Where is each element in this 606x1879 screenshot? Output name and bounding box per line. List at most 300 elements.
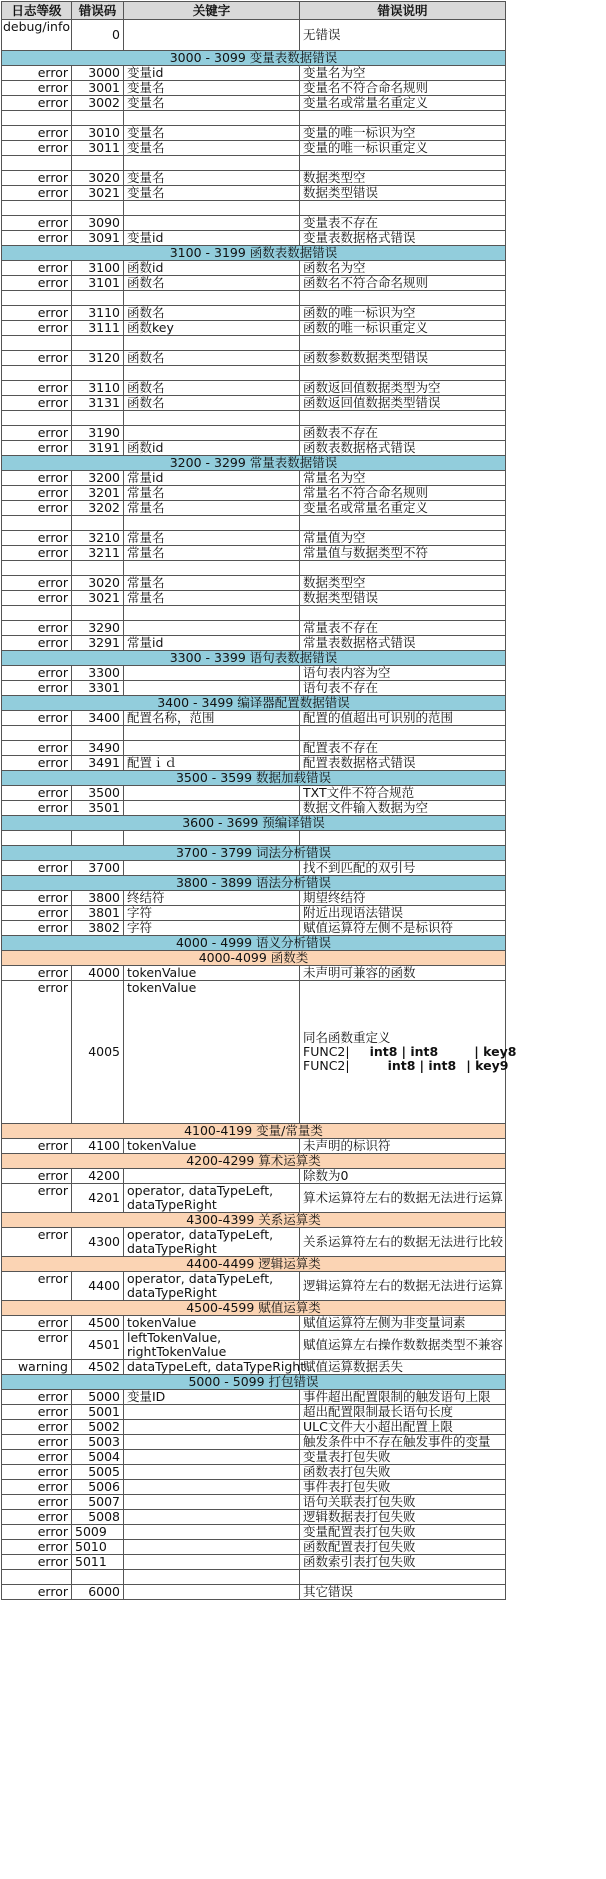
cell-code: 3131 [72,396,124,411]
cell-code: 3020 [72,171,124,186]
table-row [2,171,506,186]
cell-level: error [2,1184,72,1213]
cell-code: 5000 [72,1390,124,1405]
cell-code: 4500 [72,1316,124,1331]
cell-code: 3001 [72,81,124,96]
cell-level: error [2,216,72,231]
section-title: 3400 - 3499 编译器配置数据错误 [2,696,506,711]
cell-keyword [124,1169,300,1184]
cell-keyword: operator, dataTypeLeft, dataTypeRight [124,1272,300,1301]
cell-keyword [124,801,300,816]
cell-level: error [2,66,72,81]
cell-level: error [2,546,72,561]
cell-desc: 事件表打包失败 [300,1480,506,1495]
cell-desc: 除数为0 [300,1169,506,1184]
cell-keyword [124,1585,300,1600]
cell-level: error [2,471,72,486]
cell-keyword [124,1450,300,1465]
cell-level: error [2,981,72,1124]
cell-code: 3400 [72,711,124,726]
table-row [2,1228,506,1257]
cell-level: error [2,636,72,651]
cell-keyword [124,1465,300,1480]
cell-code: 5004 [72,1450,124,1465]
cell-desc: 变量名或常量名重定义 [300,96,506,111]
table-row [2,531,506,546]
cell-keyword: 常量名 [124,591,300,606]
cell-desc: 算术运算符左右的数据无法进行运算 [300,1184,506,1213]
table-row [2,741,506,756]
cell-desc: 函数表不存在 [300,426,506,441]
section-title: 3100 - 3199 函数表数据错误 [2,246,506,261]
section-title: 3700 - 3799 词法分析错误 [2,846,506,861]
cell-code: 4000 [72,966,124,981]
cell-level: error [2,1390,72,1405]
cell-code: 3021 [72,591,124,606]
cell-desc: 变量名或常量名重定义 [300,501,506,516]
cell-code: 5003 [72,1435,124,1450]
cell-desc: TXT文件不符合规范 [300,786,506,801]
cell-keyword: 常量id [124,636,300,651]
table-row [2,486,506,501]
empty-row [2,156,506,171]
cell-code: 3301 [72,681,124,696]
section-title: 3300 - 3399 语句表数据错误 [2,651,506,666]
section-row [2,696,506,711]
table-row [2,576,506,591]
cell-keyword: dataTypeLeft, dataTypeRight [124,1360,300,1375]
cell-keyword [124,1480,300,1495]
cell-code: 3201 [72,486,124,501]
section-title: 3800 - 3899 语法分析错误 [2,876,506,891]
section-row [2,651,506,666]
cell-keyword: 常量名 [124,486,300,501]
subsection-title: 4400-4499 逻辑运算类 [2,1257,506,1272]
table-row [2,1405,506,1420]
cell-level: error [2,276,72,291]
table-row [2,1316,506,1331]
cell-level: error [2,96,72,111]
cell-code: 3101 [72,276,124,291]
table-row [2,321,506,336]
cell-code: 5002 [72,1420,124,1435]
table-row [2,396,506,411]
cell-desc: 变量名为空 [300,66,506,81]
table-row [2,921,506,936]
table-row [2,126,506,141]
cell-code: 3002 [72,96,124,111]
table-row [2,666,506,681]
cell-level: error [2,1480,72,1495]
cell-code: 3091 [72,231,124,246]
cell-level: error [2,396,72,411]
cell-level: error [2,711,72,726]
cell-keyword: 变量名 [124,171,300,186]
table-row [2,906,506,921]
cell-desc: 函数表数据格式错误 [300,441,506,456]
empty-row [2,1570,506,1585]
empty-row [2,561,506,576]
cell-code: 3111 [72,321,124,336]
table-row [2,1390,506,1405]
cell-desc: 常量名为空 [300,471,506,486]
cell-code: 3501 [72,801,124,816]
subsection-row [2,1154,506,1169]
cell-code: 5009 [72,1525,124,1540]
cell-code: 3100 [72,261,124,276]
cell-desc: 配置的值超出可识别的范围 [300,711,506,726]
cell-level: error [2,906,72,921]
cell-level: error [2,126,72,141]
cell-code: 5011 [72,1555,124,1570]
cell-level: error [2,381,72,396]
cell-keyword [124,681,300,696]
empty-row [2,111,506,126]
cell-keyword: tokenValue [124,981,300,1124]
cell-code: 0 [72,20,124,51]
cell-keyword: 变量名 [124,81,300,96]
cell-keyword [124,1510,300,1525]
cell-code: 4501 [72,1331,124,1360]
cell-code: 3000 [72,66,124,81]
cell-desc: 函数返回值数据类型错误 [300,396,506,411]
cell-desc: 数据类型空 [300,576,506,591]
cell-desc: 语句表不存在 [300,681,506,696]
cell-keyword: 函数名 [124,306,300,321]
cell-level: error [2,1331,72,1360]
table-row [2,1555,506,1570]
table-row [2,711,506,726]
cell-desc: 配置表不存在 [300,741,506,756]
cell-desc: 逻辑数据表打包失败 [300,1510,506,1525]
cell-level: error [2,1316,72,1331]
cell-keyword: 配置名称，范围 [124,711,300,726]
cell-desc: 数据文件输入数据为空 [300,801,506,816]
table-row [2,306,506,321]
cell-level: error [2,1420,72,1435]
cell-keyword: operator, dataTypeLeft, dataTypeRight [124,1228,300,1257]
header-row [2,2,506,20]
cell-desc: 语句表内容为空 [300,666,506,681]
cell-code: 3290 [72,621,124,636]
table-row [2,1139,506,1154]
func2-l2-key: | key9 [466,1058,509,1073]
cell-desc: 常量值与数据类型不符 [300,546,506,561]
cell-desc [300,981,517,1124]
table-row [2,861,506,876]
table-row [2,756,506,771]
cell-code: 5006 [72,1480,124,1495]
table-row [2,786,506,801]
cell-code: 5008 [72,1510,124,1525]
cell-level: error [2,1495,72,1510]
table-row [2,81,506,96]
cell-keyword: 配置ｉｄ [124,756,300,771]
cell-keyword: 常量名 [124,576,300,591]
cell-level: error [2,171,72,186]
cell-desc: 事件超出配置限制的触发语句上限 [300,1390,506,1405]
cell-desc: 函数表打包失败 [300,1465,506,1480]
cell-desc: 变量的唯一标识重定义 [300,141,506,156]
cell-level: error [2,351,72,366]
cell-code: 3021 [72,186,124,201]
cell-desc: 变量名不符合命名规则 [300,81,506,96]
subsection-row [2,1213,506,1228]
cell-level: error [2,891,72,906]
cell-desc: 函数返回值数据类型为空 [300,381,506,396]
cell-keyword: 函数名 [124,396,300,411]
cell-level: warning [2,1360,72,1375]
cell-desc: 变量表打包失败 [300,1450,506,1465]
func2-l1-t1: int8 [369,1044,398,1059]
cell-code: 3202 [72,501,124,516]
table-row [2,1184,506,1213]
cell-level: error [2,441,72,456]
cell-desc: ULC文件大小超出配置上限 [300,1420,506,1435]
subsection-row [2,1301,506,1316]
cell-code: 3210 [72,531,124,546]
cell-level: error [2,1465,72,1480]
cell-desc: 常量表不存在 [300,621,506,636]
cell-level: error [2,576,72,591]
cell-desc: 语句关联表打包失败 [300,1495,506,1510]
empty-row [2,726,506,741]
cell-level: error [2,486,72,501]
cell-code: 4100 [72,1139,124,1154]
func2-l1-key: | key8 [474,1044,517,1059]
section-row [2,51,506,66]
cell-code: 4502 [72,1360,124,1375]
empty-row [2,336,506,351]
cell-keyword [124,861,300,876]
section-title: 4000 - 4999 语义分析错误 [2,936,506,951]
cell-code: 3011 [72,141,124,156]
cell-level: error [2,531,72,546]
cell-desc: 赋值运算符左侧不是标识符 [300,921,506,936]
cell-keyword: 常量名 [124,531,300,546]
table-row [2,966,506,981]
table-row [2,891,506,906]
cell-desc: 变量的唯一标识为空 [300,126,506,141]
table-row [2,141,506,156]
func2-l2-name: FUNC2| [303,1058,350,1073]
header-level: 日志等级 [2,2,72,20]
subsection-title: 4000-4099 函数类 [2,951,506,966]
empty-row [2,606,506,621]
table-row [2,981,506,1124]
table-row [2,1169,506,1184]
cell-level: error [2,1450,72,1465]
cell-level: error [2,141,72,156]
cell-level: error [2,786,72,801]
cell-level: error [2,681,72,696]
func2-l1-name: FUNC2| [303,1044,350,1059]
cell-desc: 找不到匹配的双引号 [300,861,506,876]
section-row [2,816,506,831]
func2-l2-t1: int8 [387,1058,416,1073]
table-row [2,1525,506,1540]
table-row [2,276,506,291]
cell-keyword: 变量id [124,231,300,246]
cell-code: 3120 [72,351,124,366]
cell-desc: 数据类型错误 [300,591,506,606]
header-code: 错误码 [72,2,124,20]
error-code-sheet [0,1,606,1879]
cell-level: error [2,1139,72,1154]
cell-code: 3802 [72,921,124,936]
cell-level: error [2,666,72,681]
cell-level: error [2,306,72,321]
cell-code: 3110 [72,381,124,396]
cell-level: error [2,1272,72,1301]
cell-code: 3110 [72,306,124,321]
cell-desc: 函数名不符合命名规则 [300,276,506,291]
cell-keyword: 函数key [124,321,300,336]
section-row [2,771,506,786]
cell-keyword: 常量名 [124,501,300,516]
header-desc: 错误说明 [300,2,506,20]
cell-desc: 变量表不存在 [300,216,506,231]
cell-level: error [2,501,72,516]
cell-desc: 函数参数数据类型错误 [300,351,506,366]
cell-code: 4400 [72,1272,124,1301]
subsection-title: 4300-4399 关系运算类 [2,1213,506,1228]
cell-level: error [2,921,72,936]
cell-code: 6000 [72,1585,124,1600]
cell-keyword: tokenValue [124,1316,300,1331]
cell-keyword [124,20,300,51]
table-row [2,1540,506,1555]
cell-desc: 未声明可兼容的函数 [300,966,506,981]
table-row [2,1585,506,1600]
table-row [2,426,506,441]
cell-keyword: 常量名 [124,546,300,561]
cell-desc: 常量名不符合命名规则 [300,486,506,501]
empty-row [2,831,506,846]
cell-level: error [2,1510,72,1525]
cell-level: error [2,621,72,636]
cell-code: 3090 [72,216,124,231]
cell-code: 5005 [72,1465,124,1480]
table-row [2,186,506,201]
cell-desc: 超出配置限制最长语句长度 [300,1405,506,1420]
func2-l1-t2: | int8 [401,1044,439,1059]
cell-level: error [2,966,72,981]
cell-desc: 函数索引表打包失败 [300,1555,506,1570]
table-row [2,1420,506,1435]
subsection-title: 4500-4599 赋值运算类 [2,1301,506,1316]
cell-keyword: tokenValue [124,1139,300,1154]
cell-level: error [2,801,72,816]
empty-row [2,516,506,531]
cell-level: error [2,186,72,201]
empty-row [2,201,506,216]
cell-desc: 函数的唯一标识为空 [300,306,506,321]
cell-code: 3500 [72,786,124,801]
func2-line-2 [303,1058,509,1073]
section-row [2,1375,506,1390]
cell-keyword [124,1540,300,1555]
cell-keyword: 变量名 [124,126,300,141]
cell-desc: 赋值运算左右操作数数据类型不兼容 [300,1331,506,1360]
table-row [2,501,506,516]
table-row [2,1435,506,1450]
table-row [2,66,506,81]
cell-level: error [2,1540,72,1555]
cell-level: error [2,756,72,771]
table-row [2,351,506,366]
cell-level: error [2,1435,72,1450]
cell-keyword: 变量名 [124,96,300,111]
cell-desc: 变量表数据格式错误 [300,231,506,246]
cell-code: 3191 [72,441,124,456]
table-row [2,20,506,51]
cell-keyword: 函数id [124,261,300,276]
table-row [2,96,506,111]
cell-desc: 数据类型错误 [300,186,506,201]
section-row [2,876,506,891]
cell-keyword: 终结符 [124,891,300,906]
func2-l2-t2: | int8 [419,1058,457,1073]
cell-code: 4300 [72,1228,124,1257]
cell-keyword: 函数名 [124,276,300,291]
cell-keyword [124,1405,300,1420]
cell-level: error [2,426,72,441]
cell-desc: 触发条件中不存在触发事件的变量 [300,1435,506,1450]
cell-desc: 函数配置表打包失败 [300,1540,506,1555]
table-row [2,1510,506,1525]
cell-level: debug/info [2,20,72,51]
func2-line-1 [303,1044,517,1059]
cell-desc: 其它错误 [300,1585,506,1600]
empty-row [2,366,506,381]
section-title: 3200 - 3299 常量表数据错误 [2,456,506,471]
cell-code: 5010 [72,1540,124,1555]
cell-code: 3010 [72,126,124,141]
cell-desc: 逻辑运算符左右的数据无法进行运算 [300,1272,506,1301]
cell-keyword [124,666,300,681]
empty-row [2,291,506,306]
cell-code: 3300 [72,666,124,681]
table-row [2,1450,506,1465]
table-row [2,216,506,231]
table-row [2,636,506,651]
cell-level: error [2,321,72,336]
table-row [2,1495,506,1510]
cell-code: 3801 [72,906,124,921]
table-row [2,471,506,486]
table-row [2,546,506,561]
subsection-row [2,1124,506,1139]
cell-code: 3700 [72,861,124,876]
cell-keyword [124,1420,300,1435]
table-row [2,1331,506,1360]
cell-keyword: 常量id [124,471,300,486]
cell-keyword: 函数id [124,441,300,456]
func2-title: 同名函数重定义 [303,1030,391,1045]
cell-desc: 常量值为空 [300,531,506,546]
section-title: 5000 - 5099 打包错误 [2,1375,506,1390]
cell-code: 3291 [72,636,124,651]
cell-desc: 数据类型空 [300,171,506,186]
header-keyword: 关键字 [124,2,300,20]
cell-desc: 函数名为空 [300,261,506,276]
cell-level: error [2,1405,72,1420]
cell-keyword [124,1525,300,1540]
cell-code: 5001 [72,1405,124,1420]
cell-level: error [2,1585,72,1600]
cell-level: error [2,1525,72,1540]
